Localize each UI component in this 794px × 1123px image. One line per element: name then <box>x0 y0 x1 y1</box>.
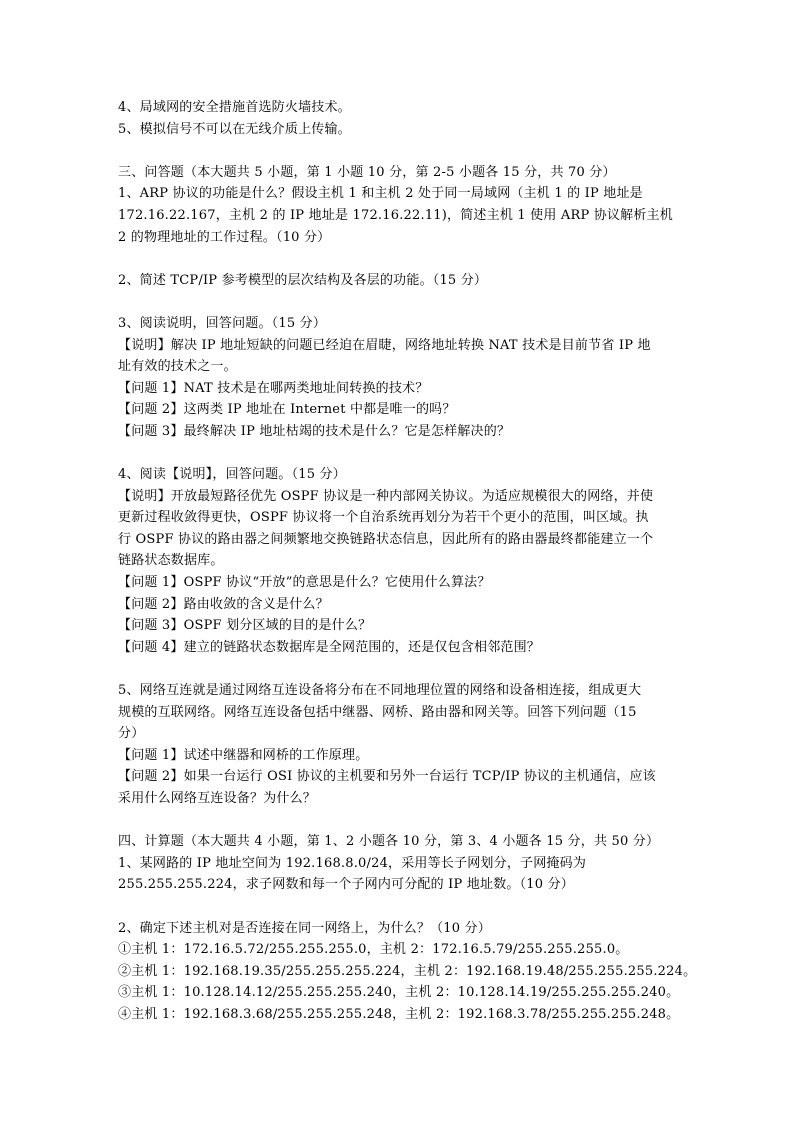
q3-4-desc: 行 OSPF 协议的路由器之间频繁地交换链路状态信息，因此所有的路由器最终都能建立一个 <box>118 531 654 547</box>
q3-3-desc: 【说明】解决 IP 地址短缺的问题已经迫在眉睫，网络地址转换 NAT 技术是目前节省 IP 地 <box>118 337 651 353</box>
q3-4-desc: 链路状态数据库。 <box>118 553 224 569</box>
q3-1-line: 2 的物理地址的工作过程。（10 分） <box>118 229 331 245</box>
q3-4-desc: 【说明】开放最短路径优先 OSPF 协议是一种内部网关协议。为适应规模很大的网络，并使 <box>118 488 654 504</box>
host-pair-item: ②主机 1：192.168.19.35/255.255.255.224，主机 2：192.168.19.48/255.255.255.224。 <box>118 963 697 979</box>
q3-3-title: 3、阅读说明，回答问题。（15 分） <box>118 315 327 331</box>
q3-4-sub-question: 【问题 4】建立的链路状态数据库是全网范围的，还是仅包含相邻范围？ <box>118 639 541 655</box>
q3-3-sub-question: 【问题 1】NAT 技术是在哪两类地址间转换的技术？ <box>118 380 429 396</box>
q3-5-desc: 分） <box>118 726 145 742</box>
q3-3-sub-question: 【问题 2】这两类 IP 地址在 Internet 中都是唯一的吗？ <box>118 402 456 418</box>
host-pair-item: ①主机 1：172.16.5.72/255.255.255.0，主机 2：172.16.5.79/255.255.255.0。 <box>118 942 629 958</box>
q3-5-sub-question: 【问题 2】如果一台运行 OSI 协议的主机要和另外一台运行 TCP/IP 协议的主机通信，应该 <box>118 769 656 785</box>
q3-1-line: 172.16.22.167，主机 2 的 IP 地址是 172.16.22.11)，简述主机 1 使用 ARP 协议解析主机 <box>118 207 673 223</box>
host-pair-item: ③主机 1：10.128.14.12/255.255.255.240，主机 2：10.128.14.19/255.255.255.240。 <box>118 985 680 1001</box>
host-pair-item: ④主机 1：192.168.3.68/255.255.255.248，主机 2：192.168.3.78/255.255.255.248。 <box>118 1006 680 1022</box>
q3-3-sub-question: 【问题 3】最终解决 IP 地址枯竭的技术是什么？它是怎样解决的？ <box>118 423 511 439</box>
q3-4-title: 4、阅读【说明】，回答问题。（15 分） <box>118 467 346 483</box>
q3-5-desc: 5、网络互连就是通过网络互连设备将分布在不同地理位置的网络和设备相连接，组成更大 <box>118 683 642 699</box>
q4-2-title: 2、确定下述主机对是否连接在同一网络上，为什么？（10 分） <box>118 920 491 936</box>
q3-4-sub-question: 【问题 1】OSPF 协议“开放”的意思是什么？它使用什么算法？ <box>118 575 491 591</box>
q4-1-line: 255.255.255.224，求子网数和每一个子网内可分配的 IP 地址数。（10 分） <box>118 877 574 893</box>
q3-4-desc: 更新过程收敛得更快，OSPF 协议将一个自治系统再划分为若干个更小的范围，叫区域。执 <box>118 510 649 526</box>
document-content <box>118 97 697 1026</box>
q3-5-sub-question: 采用什么网络互连设备？为什么？ <box>118 791 317 806</box>
q3-5-desc: 规模的互联网络。网络互连设备包括中继器、网桥、路由器和网关等。回答下列问题（15 <box>118 704 637 720</box>
true-false-item-5: 5、模拟信号不可以在无线介质上传输。 <box>118 121 351 137</box>
q3-5-sub-question: 【问题 1】试述中继器和网桥的工作原理。 <box>118 747 369 763</box>
q3-2: 2、简述 TCP/IP 参考模型的层次结构及各层的功能。（15 分） <box>118 272 488 288</box>
section-3-heading: 三、问答题（本大题共 5 小题，第 1 小题 10 分，第 2-5 小题各 15 分，共 70 分） <box>118 164 616 180</box>
section-4-heading: 四、计算题（本大题共 4 小题，第 1、2 小题各 10 分，第 3、4 小题各 15 分，共 50 分） <box>118 834 660 850</box>
q3-1-line: 1、ARP 协议的功能是什么？假设主机 1 和主机 2 处于同一局域网（主机 1 的 IP 地址是 <box>118 186 643 202</box>
q3-3-desc: 址有效的技术之一。 <box>118 359 237 375</box>
q4-1-line: 1、某网路的 IP 地址空间为 192.168.8.0/24，采用等长子网划分，子网掩码为 <box>118 855 587 871</box>
true-false-item-4: 4、局域网的安全措施首选防火墙技术。 <box>118 100 351 115</box>
q3-4-sub-question: 【问题 3】OSPF 划分区域的目的是什么？ <box>118 618 372 634</box>
q3-4-sub-question: 【问题 2】路由收敛的含义是什么？ <box>118 596 329 612</box>
